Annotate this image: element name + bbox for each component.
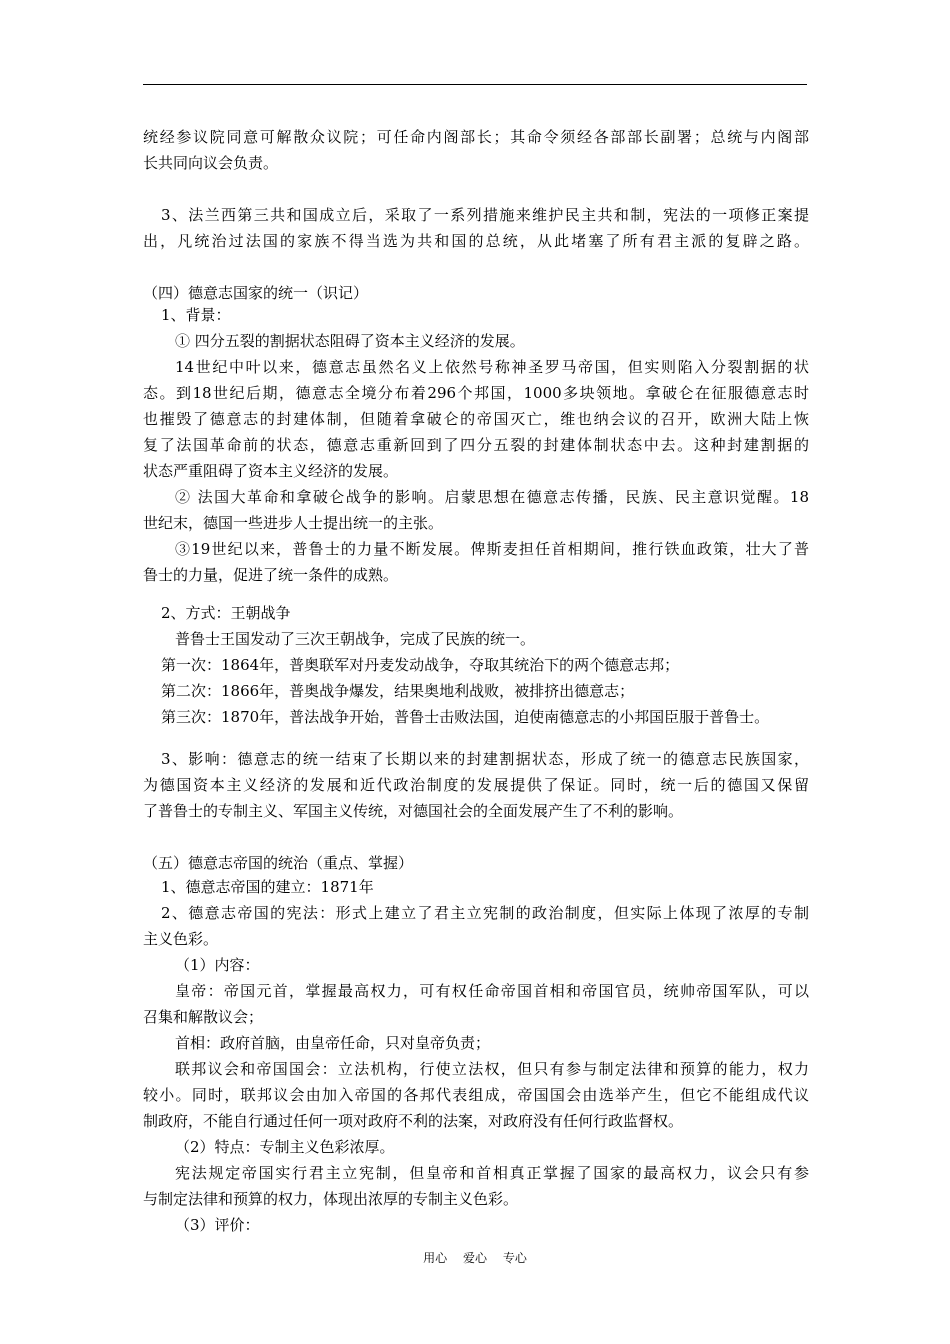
paragraph-line: 态。到18世纪后期，德意志全境分布着296个邦国，1000多块领地。拿破仑在征服德意志时 [143,384,809,402]
paragraph-line: 为德国资本主义经济的发展和近代政治制度的发展提供了保证。同时，统一后的德国又保留 [143,776,809,794]
page-footer [0,1248,950,1268]
paragraph-line: 第一次：1864年，普奥联军对丹麦发动战争，夺取其统治下的两个德意志邦； [161,656,680,674]
subheading: （1）内容： [175,956,260,974]
paragraph-line: 14世纪中叶以来，德意志虽然名义上依然号称神圣罗马帝国，但实则陷入分裂割据的状 [175,358,809,376]
section-heading: （四）德意志国家的统一（识记） [143,284,369,302]
paragraph-line: 普鲁士王国发动了三次王朝战争，完成了民族的统一。 [175,630,536,648]
paragraph-line: 首相：政府首脑，由皇帝任命，只对皇帝负责； [175,1034,491,1052]
paragraph-line: 复了法国革命前的状态，德意志重新回到了四分五裂的封建体制状态中去。这种封建割据的 [143,436,809,454]
paragraph-line: ① 四分五裂的割据状态阻碍了资本主义经济的发展。 [175,332,525,350]
subheading: （3）评价： [175,1216,260,1234]
paragraph-line: 3、影响：德意志的统一结束了长期以来的封建割据状态，形成了统一的德意志民族国家， [161,750,809,768]
paragraph-line: 状态严重阻碍了资本主义经济的发展。 [143,462,399,480]
paragraph-line: 出，凡统治过法国的家族不得当选为共和国的总统，从此堵塞了所有君主派的复辟之路。 [143,232,809,250]
subheading: 1、德意志帝国的建立：1871年 [161,878,374,896]
paragraph-line: 了普鲁士的专制主义、军国主义传统，对德国社会的全面发展产生了不利的影响。 [143,802,684,820]
paragraph-line: 主义色彩。 [143,930,219,948]
paragraph-line: 鲁士的力量，促进了统一条件的成熟。 [143,566,399,584]
paragraph-line: 第二次：1866年，普奥战争爆发，结果奥地利战败，被排挤出德意志； [161,682,635,700]
footer-text: 专心 [502,1251,527,1265]
paragraph-line: 宪法规定帝国实行君主立宪制，但皇帝和首相真正掌握了国家的最高权力，议会只有参 [175,1164,809,1182]
paragraph-line: 联邦议会和帝国国会：立法机构，行使立法权，但只有参与制定法律和预算的能力，权力 [175,1060,809,1078]
paragraph-line: ③19世纪以来，普鲁士的力量不断发展。俾斯麦担任首相期间，推行铁血政策，壮大了普 [175,540,809,558]
paragraph-line: 与制定法律和预算的权力，体现出浓厚的专制主义色彩。 [143,1190,519,1208]
header-rule [143,84,807,85]
footer-text: 爱心 [462,1251,487,1265]
paragraph-line: 制政府，不能自行通过任何一项对政府不利的法案，对政府没有任何行政监督权。 [143,1112,684,1130]
footer-text: 用心 [423,1251,448,1265]
paragraph-line: 3、法兰西第三共和国成立后，采取了一系列措施来维护民主共和制，宪法的一项修正案提 [161,206,809,224]
paragraph-line: ② 法国大革命和拿破仑战争的影响。启蒙思想在德意志传播，民族、民主意识觉醒。18 [175,488,809,506]
paragraph-line: 皇帝：帝国元首，掌握最高权力，可有权任命帝国首相和帝国官员，统帅帝国军队，可以 [175,982,809,1000]
paragraph-line: 较小。同时，联邦议会由加入帝国的各邦代表组成，帝国国会由选举产生，但它不能组成代议 [143,1086,809,1104]
paragraph-line: 世纪末，德国一些进步人士提出统一的主张。 [143,514,444,532]
section-heading: （五）德意志帝国的统治（重点、掌握） [143,854,414,872]
subheading: 2、方式：王朝战争 [161,604,291,622]
subheading: （2）特点：专制主义色彩浓厚。 [175,1138,395,1156]
paragraph-line: 统经参议院同意可解散众议院；可任命内阁部长；其命令须经各部部长副署；总统与内阁部 [143,128,809,146]
paragraph-line: 长共同向议会负责。 [143,154,279,172]
subheading: 1、背景： [161,306,231,324]
paragraph-line: 2、德意志帝国的宪法：形式上建立了君主立宪制的政治制度，但实际上体现了浓厚的专制 [161,904,809,922]
paragraph-line: 召集和解散议会； [143,1008,264,1026]
paragraph-line: 也摧毁了德意志的封建体制，但随着拿破仑的帝国灭亡，维也纳会议的召开，欧洲大陆上恢 [143,410,809,428]
paragraph-line: 第三次：1870年，普法战争开始，普鲁士击败法国，迫使南德意志的小邦国臣服于普鲁士。 [161,708,770,726]
